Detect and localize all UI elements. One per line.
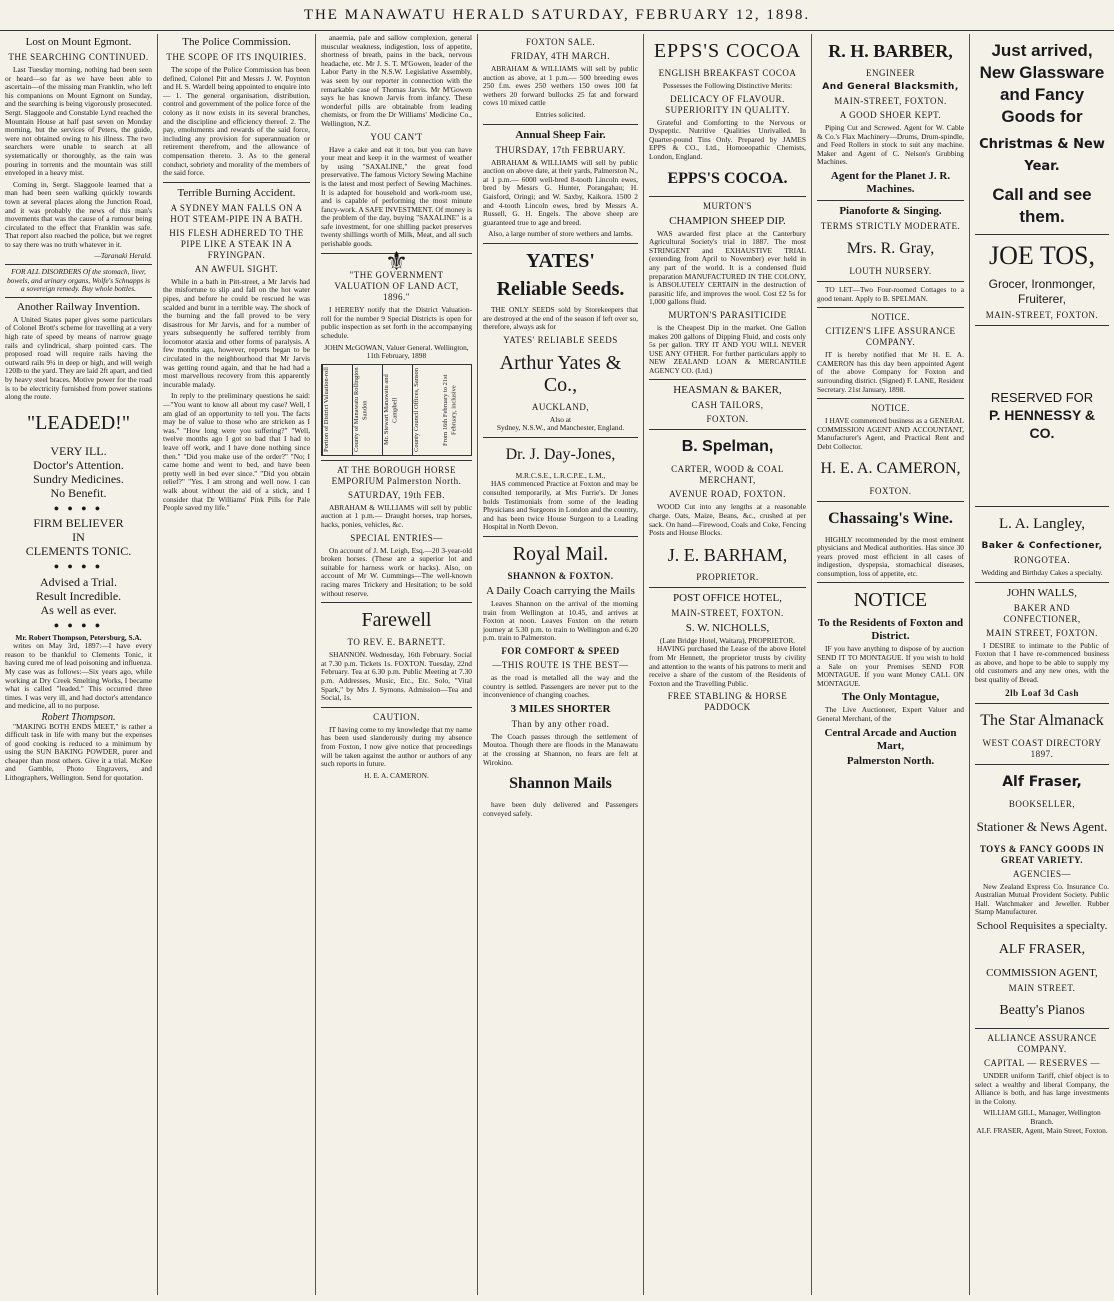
- divider: [649, 379, 806, 380]
- subheadline: DELICACY OF FLAVOUR. SUPERIORITY IN QUALITY.: [665, 93, 790, 115]
- ad-headline: JOE TOS,: [989, 241, 1095, 270]
- article-text: I HEREBY notify that the District Valuation-roll for the number 9 Special Districts is open for public inspection as set forth in the accompanying schedule.: [321, 305, 472, 341]
- divider: [321, 460, 472, 461]
- ad-headline: Arthur Yates & Co.,: [499, 351, 622, 396]
- subheadline: MAIN-STREET, FOXTON.: [985, 310, 1099, 320]
- article-text: have been duly delivered and Passengers conveyed safely.: [483, 800, 638, 818]
- note: Also, a large number of store wethers and lambs.: [488, 229, 633, 239]
- subheadline: "THE GOVERNMENT VALUATION OF LAND ACT, 1896.": [334, 270, 459, 303]
- ad-line: Result Incredible.: [35, 588, 122, 603]
- subheadline: MAIN-STREET, FOXTON.: [834, 96, 947, 106]
- divider: [817, 307, 964, 308]
- divider: ● ● ● ●: [53, 502, 104, 513]
- subheadline: AUCKLAND,: [531, 401, 590, 412]
- article-text: THE ONLY SEEDS sold by Storekeepers that are destroyed at the end of the season if left over so, therefore, always ask for: [483, 304, 638, 332]
- subheadline: MAIN STREET.: [1008, 982, 1076, 993]
- subheadline: CASH TAILORS,: [691, 400, 764, 411]
- divider: [975, 325, 1109, 326]
- ad-lines: [5, 444, 152, 500]
- ad-line: VERY ILL.: [50, 443, 107, 458]
- subheadline: RONGOTEA.: [1013, 555, 1071, 565]
- ad-line: IN: [72, 530, 85, 545]
- note: Entries solicited.: [535, 109, 586, 119]
- subheadline: WEST COAST DIRECTORY 1897.: [982, 737, 1102, 759]
- ad-subline: Grocer, Ironmonger, Fruiterer,: [988, 277, 1096, 306]
- headline: The Police Commission.: [182, 36, 291, 48]
- credit: —Taranaki Herald.: [94, 251, 152, 261]
- headline: Central Arcade and Auction Mart,: [824, 726, 957, 752]
- ad-headline: R. H. BARBER,: [828, 41, 953, 61]
- ad-subline: RESERVED FOR: [990, 390, 1094, 405]
- subheadline: TERMS STRICTLY MODERATE.: [820, 220, 961, 231]
- article-text: ABRAHAM & WILLIAMS will sell by public auction at 1 p.m.— Draught horses, trap horses, hacks, ponies, vehicles, &c.: [321, 502, 472, 529]
- subheadline: A SYDNEY MAN FALLS ON A HOT STEAM-PIPE IN A BATH.: [170, 202, 303, 224]
- divider: [321, 707, 472, 708]
- column-6: [812, 34, 970, 1295]
- headline: Lost on Mount Egmont.: [25, 36, 132, 48]
- masthead: THE MANAWATU HERALD SATURDAY, FEBRUARY 12, 1898.: [0, 0, 1114, 31]
- subheadline: NOTICE.: [871, 312, 910, 323]
- article-text: IT is hereby notified that Mr H. E. A. CAMERON has this day been appointed Agent of the above Company for Foxton and surrounding district. (Signed) F. LANE, Resident Secretary. 21st January, 1898.: [817, 350, 964, 394]
- article-text: ABRAHAM & WILLIAMS will sell by public auction on above date, at their yards, Palmerston N., at 1 p.m.— 6000 well-bred 8-tooth Lincoln ewes, bred by Messrs G. Hunter, Porangahau; H. Gaisford, Oringi; and W. Saxby, Kaikora. 1500 2 and 4-tooth Lincoln ewes, bred by Messrs A. Russell, G. H. Engels. The above sheep are guaranteed true to age and breed.: [483, 157, 638, 227]
- column-4: [478, 34, 644, 1295]
- article-text: While in a bath in Pitt-street, a Mr Jarvis had the misfortune to slip and fall on the hot water pipes, and before he could be rescued he was scalded and burnt in a terrible way. The shock of the burning and the fall proved to be very disastrous for Mr Jarvis, and for a number of years subsequently he suffered terribly from locomotor ataxia and other forms of paralysis. A few months ago, however, reports began to be circulated in the neighbourhood that Mr Jarvis was getting round again, and that he had had a most marvellous recovery from this apparently incurable malady.: [163, 276, 310, 389]
- divider: [483, 437, 638, 438]
- subheadline: THE SCOPE OF ITS INQUIRIES.: [166, 52, 307, 62]
- ad-headline: YATES': [526, 249, 595, 272]
- advertisement: FOR ALL DISORDERS Of the stomach, liver, bowels, and urinary organs, Wolfe's Schnapps is a sovereign remedy. Buy whole bottles.: [5, 264, 152, 298]
- subheadline: AVENUE ROAD, FOXTON.: [669, 489, 786, 500]
- subheadline: FOXTON.: [869, 485, 912, 496]
- ad-headline: Alf Fraser,: [1002, 773, 1082, 790]
- subheadline: THURSDAY, 17th FEBRUARY.: [495, 144, 626, 155]
- subheadline: TOYS & FANCY GOODS IN GREAT VARIETY.: [979, 843, 1105, 865]
- article-text: Have a cake and eat it too, but you can have your meat and keep it in the warmest of weather by using "SAXALINE," the great food preservative. The famous Victory Sewing Machine is the latest and most perfect of Sewing Machines. It is adapted for household and work-room use, and is capable of performing the most minute fancy-work. A SAFE INVESTMENT. Of money is the problem of the day, buying "SAXALINE" is a safe investment, for one shilling packet preserves twenty shillings worth of Milk, Meat, and all such perishable goods.: [321, 144, 472, 249]
- subheadline: SPECIAL ENTRIES—: [350, 532, 443, 543]
- article-text: IF you have anything to dispose of by auction SEND IT TO MONTAGUE. If you wish to hold a Sale on your Premises SEND FOR MONTAGUE. If you want Money CALL ON MONTAGUE.: [817, 644, 964, 688]
- divider: [321, 602, 472, 603]
- subheadline: LOUTH NURSERY.: [849, 265, 932, 276]
- signature: Robert Thompson.: [41, 711, 116, 723]
- divider: [975, 582, 1109, 583]
- subheadline: YATES' RELIABLE SEEDS: [503, 334, 618, 345]
- headline: A Daily Coach carrying the Mails: [486, 585, 635, 598]
- article-text: New Zealand Express Co. Insurance Co. Australian Mutual Provident Society. Public Hall. Watchmaker and Jeweller. Rubber Stamp Manufacturer.: [975, 881, 1109, 917]
- headline: JOHN WALLS,: [1006, 586, 1078, 599]
- divider: ● ● ● ●: [53, 561, 104, 572]
- article-text: TO LET—Two Four-roomed Cottages to a good tenant. Apply to B. SPELMAN.: [817, 284, 964, 303]
- divider: [163, 182, 310, 183]
- ad-lines: [5, 575, 152, 617]
- subheadline: NOTICE.: [871, 403, 910, 414]
- ad-headline: Beatty's Pianos: [999, 1002, 1085, 1018]
- ad-line: Advised a Trial.: [39, 574, 117, 589]
- article-text: as the road is metalled all the way and the country is settled. Passengers are never put to the inconvenience of changing coaches.: [483, 673, 638, 700]
- article-text: I HAVE commenced business as a GENERAL COMMISSION AGENT AND ACCOUNTANT, Manufacturer's Agent, and Practical Rent and Debt Collector.: [817, 416, 964, 451]
- headline: Pianoforte & Singing.: [839, 204, 942, 217]
- article-text: UNDER uniform Tariff, chief object is to select a wealthy and liberal Company, the Alliance is both, and has large investments in the Colony.: [975, 1070, 1109, 1106]
- subheadline: FREE STABLING & HORSE PADDOCK: [667, 691, 788, 713]
- article-text: Leaves Shannon on the arrival of the morning train from Wellington at 10.45, and arrives at Foxton at noon. Leaves Foxton on the return journey at 5.30 p.m. to train to Wellington and 6.20 p.m. train to Palmerston.: [483, 599, 638, 643]
- ad-headline: EPPS'S COCOA.: [667, 169, 788, 187]
- article-text: "MAKING BOTH ENDS MEET," is rather a difficult task in life with many but the expenses of good cooking is reduced to a minimum by using the SUN BAKING POWDER, purer and cheaper than most others. Give it a trial. McKee and Gamble, Photo Engravers, and Lithographers, Wellington. Send for quotation.: [5, 721, 152, 783]
- headline: Annual Sheep Fair.: [515, 128, 606, 141]
- ad-lines: [5, 516, 152, 558]
- article-text: writes on May 3rd, 1897:—I have every reason to be thankful to Clements Tonic, it having cured me of lead poisoning and influenza. My case was as follows:—Six years ago, while working at Dry Creek Smelting Works, I became what is called "leaded." This occurred three times. I was very ill, and had doctor's attendance and medicine, all to no purpose.: [5, 641, 152, 711]
- signatory: JOHN McGOWAN, Valuer General. Wellington, 11th February, 1898: [324, 342, 469, 361]
- ad-headline: Call and see them.: [992, 185, 1092, 226]
- note: (Late Bridge Hotel, Waitara), PROPRIETOR.: [659, 635, 796, 645]
- article-text: WOOD Cut into any lengths at a reasonable charge. Oats, Maize, Beans, &c., crushed at per sack. On hand—Firewood, Coals and Coke, Fencing Posts and House Blocks.: [649, 502, 806, 538]
- divider: [975, 506, 1109, 507]
- subheadline: CARTER, WOOD & COAL MERCHANT,: [671, 464, 784, 486]
- divider: ● ● ● ●: [53, 619, 104, 630]
- article-text: SHANNON. Wednesday, 16th February. Social at 7.30 p.m. Tickets 1s. FOXTON. Tuesday, 22nd February. Tea at 6.30 p.m. Public Meeting at 7.30 p.m. Addresses, Music, Etc., Etc. Solo, "Vital Spark," by Mrs J. Symons. Admission—Tea and Social, 1s.: [321, 650, 472, 703]
- subheadline: THE SEARCHING CONTINUED.: [8, 52, 149, 62]
- subheadline: ALLIANCE ASSURANCE COMPANY.: [987, 1032, 1097, 1054]
- subheadline: —THIS ROUTE IS THE BEST—: [492, 660, 629, 670]
- column-3: [316, 34, 478, 1295]
- article-text: On account of J. M. Leigh, Esq.—20 3-year-old broken horses. (These are a superior lot and suitable for harness work or hacks). Also, on account of Mr W. Cummings—The well-known racing mares Trickery and Hesitation; to be sold without reserve.: [321, 545, 472, 598]
- ad-headline: L. A. Langley,: [998, 516, 1086, 532]
- article-text: Grateful and Comforting to the Nervous or Dyspeptic. Nutritive Qualities Unrivalled. In Quarter-pound Tins Only. Prepared by JAMES EPPS & CO., Ltd., Homoeopathic Chemists, London, England.: [649, 117, 806, 161]
- subheadline: And General Blacksmith,: [822, 82, 959, 92]
- ad-headline: EPPS'S COCOA: [653, 40, 802, 62]
- subheadline: CITIZEN'S LIFE ASSURANCE COMPANY.: [825, 326, 956, 348]
- article-text: IT having come to my knowledge that my name has been used slanderously during my absence from Foxton, I now give notice that proceedings will be taken against the author or authors of any such reports in future.: [321, 724, 472, 769]
- divider: [975, 234, 1109, 235]
- article-text: I DESIRE to intimate to the Public of Foxton that I have re-commenced business as above, and hope to be able to supply my old customers and any new ones, with the best quality of Bread.: [975, 640, 1109, 684]
- divider: [483, 536, 638, 537]
- note: Wedding and Birthday Cakes a specialty.: [981, 568, 1103, 577]
- divider: [483, 243, 638, 244]
- headline: 3 MILES SHORTER: [510, 702, 611, 715]
- subheadline: FRIDAY, 4TH MARCH.: [510, 51, 611, 61]
- headline: To the Residents of Foxton and District.: [817, 617, 964, 643]
- schedule-cell: Mr. Stewart Manawatu and Campbell: [382, 365, 412, 455]
- subheadline: MAIN STREET, FOXTON.: [986, 627, 1098, 638]
- note: Also at: [549, 414, 572, 424]
- note: M.R.C.S.E., L.R.C.P.E., L.M.,: [515, 470, 606, 480]
- subheadline: BAKER AND CONFECTIONER,: [1003, 602, 1081, 624]
- ad-headline: Dr. J. Day-Jones,: [505, 445, 616, 463]
- subheadline: CAUTION.: [373, 711, 420, 722]
- ad-line: No Benefit.: [50, 485, 107, 500]
- ad-headline: J. E. BARHAM,: [667, 544, 788, 565]
- headline: Terrible Burning Accident.: [177, 186, 296, 199]
- column-5: [644, 34, 812, 1295]
- article-text: is the Cheapest Dip in the market. One Gallon makes 200 gallons of Dipping Fluid, and costs only 5s per gallon. TRY IT AND YOU WILL NEVER USE ANY OTHER. For further particulars apply to NEW ZEALAND LOAN & MERCANTILE AGENCY CO. (Ltd.): [649, 322, 806, 375]
- column-7: [970, 34, 1114, 1295]
- subheadline: TO REV. E. BARNETT.: [347, 637, 446, 648]
- ad-headline: Reliable Seeds.: [496, 277, 625, 300]
- signatory: H. E. A. CAMERON.: [364, 770, 429, 780]
- divider: [483, 124, 638, 125]
- divider: [975, 1028, 1109, 1029]
- schedule-cell: County of Manawatu Rollington Sandon: [352, 365, 382, 455]
- article-text: The Live Auctioneer, Expert Valuer and General Merchant, of the: [817, 705, 964, 724]
- testimonial-name: Mr. Robert Thompson, Petersburg, S.A.: [15, 632, 142, 642]
- ad-line: Doctor's Attention.: [33, 457, 124, 472]
- divider: [817, 501, 964, 502]
- schedule-cell: County Council Offices, Sanson: [412, 365, 442, 455]
- headline: Palmerston North.: [846, 754, 935, 767]
- subheadline: FOXTON.: [706, 414, 749, 425]
- divider: [649, 587, 806, 588]
- column-2: [158, 34, 316, 1295]
- ad-headline: P. HENNESSY & CO.: [988, 407, 1096, 441]
- divider: [975, 703, 1109, 704]
- subheadline: HIS FLESH ADHERED TO THE PIPE LIKE A STEAK IN A FRYINGPAN.: [169, 227, 304, 260]
- subheadline: FOXTON SALE.: [525, 37, 596, 47]
- subheadline: FOR COMFORT & SPEED: [501, 646, 620, 656]
- headline: CHAMPION SHEEP DIP.: [669, 214, 786, 227]
- subheadline: MURTON'S: [703, 200, 752, 211]
- ad-headline: NOTICE: [853, 589, 928, 612]
- subheadline: YOU CAN'T: [370, 131, 423, 142]
- ad-headline: H. E. A. CAMERON,: [820, 459, 961, 477]
- article-text: WAS awarded first place at the Canterbury Agricultural Society's trial in 1887. The most STRINGENT and EXHAUSTIVE TRIAL (extending from April to November) ever held in any part of the world. It is a condensed fluid preparation MANUFACTURED IN THE COLONY, is ABSOLUTELY CERTAIN in the destruction of parasitic life, and improves the wool. Cost £2 5s for 1,000 gallons fluid.: [649, 228, 806, 307]
- headline: COMMISSION AGENT,: [986, 966, 1098, 979]
- subheadline: AT THE BOROUGH HORSE EMPORIUM Palmerston North.: [331, 464, 462, 486]
- note: Possesses the Following Distinctive Merits:: [662, 81, 793, 90]
- divider: [975, 764, 1109, 765]
- subheadline: CAPITAL — RESERVES —: [984, 1057, 1100, 1068]
- subheadline: 2lb Loaf 3d Cash: [1005, 687, 1079, 698]
- article-text: In reply to the preliminary questions he said:—"You want to know all about my case? Well, I am glad of an opportunity to tell you. The facts may be of value to those who are stricken as I was." "How long were you suffering?" "Well, twelve months ago I got so bad that I had to leave off work, and I have done nothing since then." "Did you make use of the order?" "No; I came home and went to bed, and have been pretty well in bed ever since." "Did you obtain relief?" "Yes. I am strong and well now. I can walk about without the aid of a stick, and I consider that Dr Williams' Pink Pills for Pale People saved my life.": [163, 391, 310, 513]
- subheadline: PROPRIETOR.: [696, 571, 759, 582]
- article-text: anaemia, pale and sallow complexion, general muscular weakness, indigestion, loss of appetite, shortness of breath, pains in the back, nervous headache, etc. Mr J. S. T. M'Gowen, leader of the Labor Party in the N.S.W. Legislative Assembly, was seen by our reporter in connection with the remarkable case of Thomas Jarvis. Mr M'Gowen says he has known Jarvis from infancy. These wonderful pills are obtainable from leading chemists, or from the Dr Williams' Medicine Co., Wellington, N.Z.: [321, 34, 472, 128]
- divider: [817, 200, 964, 201]
- divider: [649, 196, 806, 197]
- article-text: Coming in, Sergt. Slaggoole learned that a man had been seen walking quickly towards town at several places along the Junction Road, and it was probably the news of this man's movements that was the cause of a rumour being circulated to the effect that Franklin was safe. That report also reached the police, but we regret to say there was no truth whatever in it.: [5, 179, 152, 249]
- article-text: The Coach passes through the settlement of Moutoa. Though there are floods in the Manawatu at the crossing at Shannon, no fears are felt at Wirokino.: [483, 731, 638, 767]
- article-text: The scope of the Police Commission has been defined, Colonel Pitt and Messrs J. W. Poynton and H. S. Wardell being appointed to enquire into— 1. The general organisation, distribution, control and government of the police force of the colony as it now exists in its several branches, and the discipline and efficiency thereof. 2. The pay, emoluments and rewards of the said force, including any provision for superannuation or retirement therefrom, and the allowance of compensation thereto. 3. As to the general conduct, sobriety and morality of the members of the said force.: [163, 65, 310, 178]
- headline: The Only Montague,: [841, 691, 940, 704]
- schedule-cell: From 16th February to 21st February, inclusive: [442, 374, 458, 446]
- article-text: HAVING purchased the Lease of the above Hotel from Mr Hennett, the proprietor trusts by civility and attention to the wants of his patrons to merit and receive a share of the custom of the Residents of Foxton and the Travelling Public.: [649, 644, 806, 688]
- subheadline: AN AWFUL SIGHT.: [194, 263, 279, 274]
- blank-space: [975, 330, 1109, 390]
- ad-line: CLEMENTS TONIC.: [25, 544, 132, 559]
- ad-headline: Shannon Mails: [509, 775, 612, 793]
- subheadline: MURTON'S PARASITICIDE: [668, 309, 787, 320]
- signatory: ALF. FRASER, Agent, Main Street, Foxton.: [976, 1125, 1108, 1135]
- ad-headline: The Star Almanack: [980, 711, 1104, 729]
- note: Sydney, N.S.W., and Manchester, England.: [496, 423, 625, 433]
- article-text: A United States paper gives some particulars of Colonel Brott's scheme for travelling at a very high rate of speed by means of narrow guage rails and cylindrical, sharp pointed cars. The proposed road will require rails having the outward rails 9¼ in deep or high, and will weigh 120lb to the yard. They are laid 2ft apart, and tied by heavy steel braces. Motive power for the road is to be electricity furnished from power stations along the route.: [5, 314, 152, 402]
- divider: [817, 281, 964, 282]
- coat-of-arms-icon: ⚜: [384, 246, 409, 276]
- ad-headline: B. Spelman,: [681, 438, 774, 456]
- divider: [817, 582, 964, 583]
- headline: HEASMAN & BAKER,: [673, 384, 782, 397]
- ad-headline: Just arrived, New Glassware and Fancy Goods for: [979, 41, 1105, 126]
- article-text: HIGHLY recommended by the most eminent physicians and Medical authorities. Has since 30 years proved most efficient in all cases of indigestion, dyspepsia, stomachical diseases, consumption, loss of appetite, etc.: [817, 534, 964, 578]
- headline: POST OFFICE HOTEL,: [673, 591, 782, 604]
- headline: School Requisites a specialty.: [976, 919, 1108, 932]
- ad-headline: Christmas & New Year.: [979, 137, 1105, 174]
- ad-headline: Stationer & News Agent.: [976, 818, 1108, 834]
- headline: Another Railway Invention.: [16, 300, 141, 313]
- ad-line: FIRM BELIEVER: [33, 516, 124, 531]
- subheadline: SHANNON & FOXTON.: [507, 571, 614, 582]
- ad-line: As well as ever.: [40, 602, 117, 617]
- blank-space: [975, 442, 1109, 502]
- article-text: HAS commenced Practice at Foxton and may be consulted temporarily, at Mrs Furrie's. Dr Jones holds Testimonials from some of the leading Physicians and Surgeons in London and the country, and has been twice House Surgeon to a Leading Hospital in North Devon.: [483, 479, 638, 532]
- valuation-schedule-table: [321, 364, 472, 456]
- article-text: ABRAHAM & WILLIAMS will sell by public auction as above, at 1 p.m.— 500 breeding ewes 250 f.m. ewes 250 wethers 150 owes 100 fat wethers 20 forward bullocks 25 fat and forward cows 10 mixed cattle: [483, 64, 638, 108]
- article-text: Piping Cut and Screwed. Agent for W. Cable & Co.'s Flax Machinery—Drums, Drum-spindle, and Feed Rollers in stock to suit any machine. Maker and Agent of C. Nelson's Grubbing Machines.: [817, 123, 964, 167]
- subheadline: AGENCIES—: [1013, 868, 1071, 879]
- subheadline: ENGINEER: [866, 68, 915, 78]
- subheadline: SATURDAY, 19th FEB.: [347, 489, 446, 500]
- schedule-cell: Portion of District Valuation-roll: [322, 365, 352, 455]
- ad-headline: Farewell: [361, 609, 432, 632]
- article-text: Last Tuesday morning, nothing had been seen or heard—so far as we have been able to ascertain—of the missing man Franklin, who left his companions on Mount Egmont on Sunday, and the searching is being vigorously prosecuted. Sergt. Slaggoole and Constable Lynd reached the Mountain House at half past seven on Monday morning, but the services of Peters, the guide, were not obtained owing to his illness. The two searchers were unable to search at all systematically or thoroughly, as the rain was pouring in torrents and the mountain was still enveloped in a heavy mist.: [5, 65, 152, 178]
- column-1: [0, 34, 158, 1295]
- ad-headline: Mrs. R. Gray,: [846, 239, 935, 257]
- divider: [817, 398, 964, 399]
- subheadline: Baker & Confectioner,: [981, 541, 1103, 551]
- headline: S. W. NICHOLLS,: [685, 621, 770, 634]
- headline: Agent for the Planet J. R. Machines.: [830, 169, 951, 195]
- subheadline: ENGLISH BREAKFAST COCOA: [658, 68, 797, 78]
- ad-line: Sundry Medicines.: [33, 471, 124, 486]
- ad-headline: Royal Mail.: [512, 543, 609, 566]
- subheadline: MAIN-STREET, FOXTON.: [671, 607, 784, 618]
- ad-headline: "LEADED!": [27, 411, 130, 434]
- ad-headline: Chassaing's Wine.: [828, 509, 953, 527]
- ad-headline: ALF FRASER,: [998, 941, 1086, 957]
- divider: [649, 429, 806, 430]
- subheadline: BOOKSELLER,: [1008, 798, 1076, 809]
- signatory: WILLIAM GILL, Manager, Wellington Branch.: [983, 1108, 1101, 1126]
- subheadline: A GOOD SHOER KEPT.: [839, 110, 942, 120]
- subheadline: Than by any other road.: [511, 718, 610, 729]
